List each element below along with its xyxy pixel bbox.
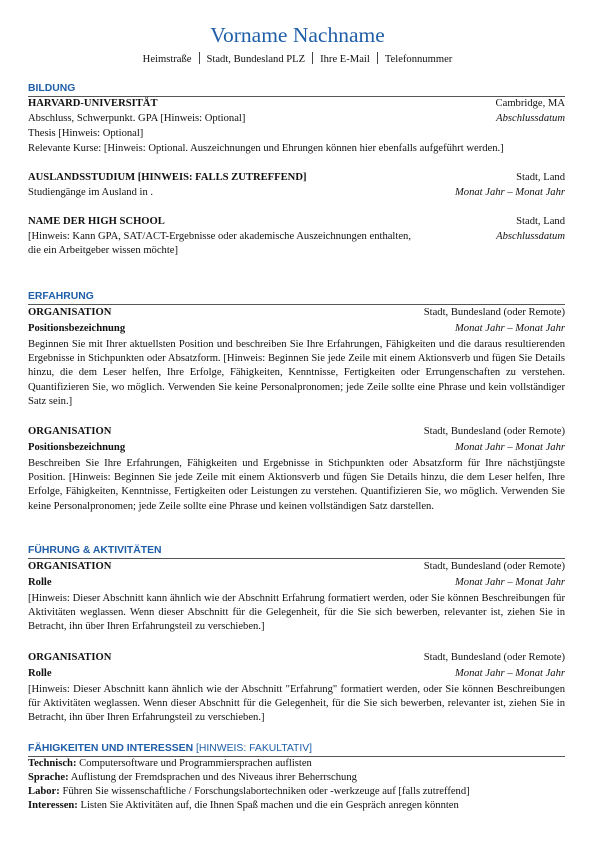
role-title: Rolle	[28, 668, 52, 679]
study-abroad-desc: Studiengänge im Ausland in .	[28, 187, 154, 198]
leadership-2-role-row	[28, 667, 565, 682]
experience-2-position-row	[28, 441, 565, 456]
skill-text: Führen Sie wissenschaftliche / Forschungslabortechniken oder -werkzeuge auf [falls zutreffend]	[62, 786, 470, 797]
highschool-location: Stadt, Land	[516, 216, 565, 227]
organization-location: Stadt, Bundesland (oder Remote)	[423, 426, 565, 437]
thesis-text: Thesis [Hinweis: Optional]	[28, 128, 144, 139]
skill-line-technical	[28, 757, 312, 771]
section-title-education: BILDUNG	[28, 83, 76, 94]
highschool-desc: [Hinweis: Kann GPA, SAT/ACT-Ergebnisse oder akademische Auszeichnungen enthalten, die ein Arbeitgeber wissen möchte]	[28, 231, 411, 257]
highschool-date: Abschlussdatum	[496, 231, 565, 242]
position-title: Positionsbezeichnung	[28, 323, 126, 334]
contact-separator	[312, 52, 313, 64]
study-abroad-title: AUSLANDSSTUDIUM [HINWEIS: FALLS ZUTREFFEND]	[28, 172, 307, 183]
education-highschool-row	[28, 215, 565, 230]
school-name: HARVARD-UNIVERSITÄT	[28, 98, 158, 109]
study-abroad-location: Stadt, Land	[516, 172, 565, 183]
organization-name: ORGANISATION	[28, 307, 112, 318]
skill-text: Auflistung der Fremdsprachen und des Niveaus ihrer Beherrschung	[70, 772, 357, 783]
skill-label: Sprache:	[28, 772, 69, 783]
organization-location: Stadt, Bundesland (oder Remote)	[423, 652, 565, 663]
skill-label: Technisch:	[28, 758, 77, 769]
contact-line	[0, 52, 595, 67]
skill-label: Interessen:	[28, 800, 78, 811]
skills-title-text: FÄHIGKEITEN UND INTERESSEN	[28, 743, 194, 754]
school-location: Cambridge, MA	[495, 98, 565, 109]
section-divider	[28, 558, 565, 559]
position-date: Monat Jahr – Monat Jahr	[454, 442, 565, 453]
degree-text: Abschluss, Schwerpunkt. GPA [Hinweis: Optional]	[28, 113, 246, 124]
contact-email: Ihre E-Mail	[320, 54, 370, 65]
leadership-2-description: [Hinweis: Dieser Abschnitt kann ähnlich wie der Abschnitt "Erfahrung" formatiert werden, oder Sie können Beschreibungen für Aktivitäten weglassen. Wenn dieser Abschnitt für die Gelegenheit, für die Sie sich bewerben, relevanter ist, ziehen Sie in Betracht, ihn über Ihren Erfahrungsteil zu verschieben.]	[28, 684, 565, 724]
position-date: Monat Jahr – Monat Jahr	[454, 323, 565, 334]
skill-text: Computersoftware und Programmiersprachen auflisten	[79, 758, 312, 769]
study-abroad-date: Monat Jahr – Monat Jahr	[454, 187, 565, 198]
contact-phone: Telefonnummer	[384, 54, 453, 65]
contact-address: Heimstraße	[142, 54, 192, 65]
education-abroad-desc-row	[28, 186, 565, 201]
skill-line-language	[28, 771, 357, 785]
skills-title-hint: [HINWEIS: FAKULTATIV]	[196, 743, 313, 754]
section-title-experience: ERFAHRUNG	[28, 291, 94, 302]
organization-location: Stadt, Bundesland (oder Remote)	[423, 561, 565, 572]
highschool-name: NAME DER HIGH SCHOOL	[28, 216, 165, 227]
education-abroad-row	[28, 171, 565, 186]
skill-line-interests	[28, 799, 459, 813]
skill-line-lab	[28, 785, 470, 799]
relevant-courses: Relevante Kurse: [Hinweis: Optional. Auszeichnungen und Ehrungen können hier ebenfalls aufgeführt werden.]	[28, 143, 504, 154]
leadership-1-description: [Hinweis: Dieser Abschnitt kann ähnlich wie der Abschnitt Erfahrung formatiert werden, oder Sie können Beschreibungen für Aktivitäten weglassen. Wenn dieser Abschnitt für die Gelegenheit, für die Sie sich bewerben, relevanter ist, ziehen Sie in Betracht, ihn über Ihren Erfahrungsteil zu verschieben.]	[28, 593, 565, 633]
role-title: Rolle	[28, 577, 52, 588]
organization-name: ORGANISATION	[28, 561, 112, 572]
role-date: Monat Jahr – Monat Jahr	[454, 668, 565, 679]
contact-separator	[377, 52, 378, 64]
education-harvard-row	[28, 97, 565, 112]
section-title-skills	[28, 742, 312, 755]
experience-1-org-row	[28, 306, 565, 321]
education-thesis-row	[28, 127, 565, 142]
organization-name: ORGANISATION	[28, 652, 112, 663]
organization-location: Stadt, Bundesland (oder Remote)	[423, 307, 565, 318]
skill-label: Labor:	[28, 786, 60, 797]
leadership-1-role-row	[28, 576, 565, 591]
experience-1-description: Beginnen Sie mit Ihrer aktuellsten Position und beschreiben Sie Ihre Erfahrungen, Fähigkeiten und die daraus resultierenden Ergebnisse in Stichpunkten oder Absatzform. [Hinweis: Beginnen Sie jede Zeile mit einem Aktionsverb und fügen Sie Details hinzu, die dem Leser helfen, Ihre Erfolge, Fähigkeiten, Kenntnisse, Fertigkeiten oder Errungenschaften zu verstehen. Quantifizieren Sie, wo möglich. Verwenden Sie keine Personalpronomen; jede Zeile sollte eine Phrase und kein vollständiger Satz sein.]	[28, 339, 565, 407]
section-title-leadership: FÜHRUNG & AKTIVITÄTEN	[28, 545, 162, 556]
leadership-2-org-row	[28, 651, 565, 666]
position-title: Positionsbezeichnung	[28, 442, 126, 453]
experience-2-description: Beschreiben Sie Ihre Erfahrungen, Fähigkeiten und Ergebnisse in Stichpunkten oder Absatzform für Ihre nächstjüngste Position. [Hinweis: Beginnen Sie jede Zeile mit einem Aktionsverb und fügen Sie Details hinzu, die dem Leser helfen, Ihre Erfolge, Fähigkeiten, Kenntnisse, Fertigkeiten oder Leistungen zu verstehen. Quantifizieren Sie, wo möglich. Verwenden Sie keine Personalpronomen; jede Zeile sollte eine Phrase und keinen vollständigen Satz darstellen.	[28, 458, 565, 512]
organization-name: ORGANISATION	[28, 426, 112, 437]
experience-2-org-row	[28, 425, 565, 440]
experience-1-position-row	[28, 322, 565, 337]
section-divider	[28, 304, 565, 305]
graduation-date: Abschlussdatum	[496, 113, 565, 124]
contact-separator	[199, 52, 200, 64]
contact-city: Stadt, Bundesland PLZ	[206, 54, 306, 65]
highschool-date-row	[430, 230, 565, 245]
candidate-name: Vorname Nachname	[210, 23, 385, 47]
education-degree-row	[28, 112, 565, 127]
leadership-1-org-row	[28, 560, 565, 575]
skill-text: Listen Sie Aktivitäten auf, die Ihnen Spaß machen und die ein Gespräch anregen könnten	[80, 800, 459, 811]
role-date: Monat Jahr – Monat Jahr	[454, 577, 565, 588]
